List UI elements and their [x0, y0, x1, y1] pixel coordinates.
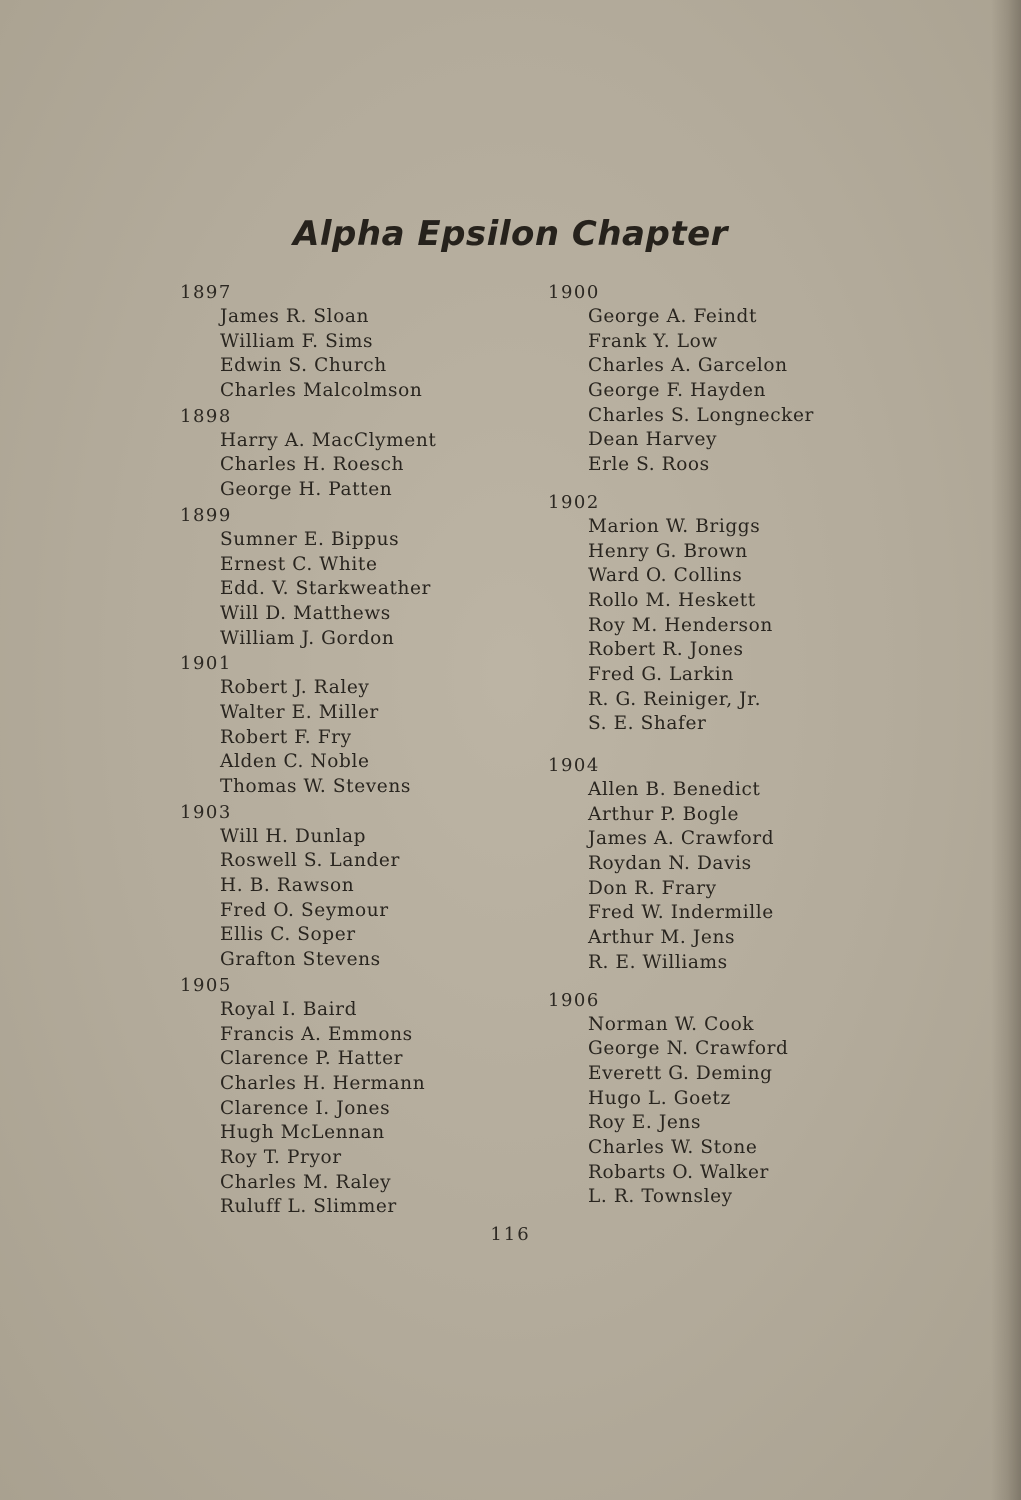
- class-year-group: [180, 651, 500, 799]
- class-year-group: [548, 988, 848, 1211]
- member-name: Ernest C. White: [220, 553, 378, 575]
- member-name: Grafton Stevens: [220, 949, 381, 971]
- class-year-group: [548, 280, 848, 478]
- member-name: Roy M. Henderson: [588, 614, 773, 636]
- member-name: Harry A. MacClyment: [220, 429, 437, 451]
- group-spacer: [548, 478, 848, 490]
- member-name: George A. Feindt: [588, 306, 757, 327]
- member-name: Fred G. Larkin: [588, 663, 734, 685]
- member-name: Robert F. Fry: [220, 726, 352, 748]
- member-name: S. E. Shafer: [588, 713, 707, 735]
- class-year: 1904: [548, 755, 600, 776]
- member-name: Royal I. Baird: [220, 998, 358, 1020]
- member-name: Charles M. Raley: [220, 1171, 392, 1193]
- member-name: R. G. Reiniger, Jr.: [588, 688, 762, 710]
- member-name: Hugo L. Goetz: [588, 1087, 731, 1109]
- member-name: Dean Harvey: [588, 429, 718, 451]
- member-name: George F. Hayden: [588, 380, 767, 402]
- member-name: Charles H. Hermann: [220, 1072, 426, 1094]
- class-year-group: [548, 490, 848, 737]
- member-name: Hugh McLennan: [220, 1122, 385, 1144]
- page-number: 116: [490, 1224, 531, 1245]
- member-name: Walter E. Miller: [220, 701, 379, 723]
- member-name: Edwin S. Church: [220, 355, 387, 377]
- class-year-group: [180, 404, 500, 503]
- member-name: Allen B. Benedict: [588, 779, 761, 800]
- member-name: Roy T. Pryor: [220, 1146, 342, 1168]
- member-name: Will H. Dunlap: [220, 825, 367, 847]
- class-year-group: [180, 503, 500, 651]
- class-year: 1902: [548, 491, 600, 513]
- class-year: 1906: [548, 989, 600, 1011]
- member-name: Robert R. Jones: [588, 639, 744, 661]
- member-name: Rollo M. Heskett: [588, 589, 756, 611]
- member-name: Don R. Frary: [588, 877, 717, 899]
- member-name: H. B. Rawson: [220, 875, 355, 897]
- member-name: Will D. Matthews: [220, 602, 391, 624]
- member-name: William J. Gordon: [220, 627, 395, 649]
- group-spacer: [548, 737, 848, 753]
- left-column: [180, 280, 500, 1220]
- member-name: Ellis C. Soper: [220, 924, 356, 946]
- member-name: Sumner E. Bippus: [220, 528, 400, 550]
- member-name: Erle S. Roos: [588, 454, 710, 476]
- member-name: James R. Sloan: [220, 306, 370, 327]
- member-name: Clarence P. Hatter: [220, 1048, 404, 1070]
- chapter-title: Alpha Epsilon Chapter: [293, 214, 728, 254]
- class-year: 1900: [548, 282, 600, 303]
- class-year-group: [180, 973, 500, 1220]
- class-year: 1905: [180, 974, 232, 996]
- member-name: Henry G. Brown: [588, 540, 748, 562]
- member-name: Ward O. Collins: [588, 565, 743, 587]
- member-name: Norman W. Cook: [588, 1013, 755, 1035]
- member-name: L. R. Townsley: [588, 1186, 733, 1208]
- member-name: Fred O. Seymour: [220, 899, 389, 921]
- class-year-group: [548, 753, 848, 976]
- member-name: Marion W. Briggs: [588, 515, 761, 537]
- class-year: 1901: [180, 653, 232, 675]
- right-column: [548, 280, 848, 1210]
- class-year-group: [180, 280, 500, 404]
- member-name: Ruluff L. Slimmer: [220, 1196, 397, 1218]
- member-name: Roydan N. Davis: [588, 853, 752, 875]
- member-name: Arthur P. Bogle: [588, 803, 740, 825]
- member-name: Charles Malcolmson: [220, 380, 423, 402]
- member-name: Charles S. Longnecker: [588, 404, 814, 426]
- class-year: 1903: [180, 801, 232, 823]
- member-name: Robert J. Raley: [220, 677, 370, 699]
- class-year-group: [180, 800, 500, 973]
- member-name: Roy E. Jens: [588, 1112, 702, 1134]
- member-name: George N. Crawford: [588, 1038, 789, 1060]
- group-spacer: [548, 976, 848, 988]
- class-year: 1897: [180, 282, 232, 303]
- member-name: Edd. V. Starkweather: [220, 578, 431, 600]
- class-year: 1898: [180, 405, 232, 427]
- class-year: 1899: [180, 504, 232, 526]
- member-name: Thomas W. Stevens: [220, 776, 411, 797]
- member-name: Alden C. Noble: [220, 751, 370, 773]
- member-name: Charles W. Stone: [588, 1136, 758, 1158]
- member-name: William F. Sims: [220, 330, 374, 352]
- member-name: Robarts O. Walker: [588, 1161, 769, 1183]
- member-name: Roswell S. Lander: [220, 850, 400, 872]
- member-name: Fred W. Indermille: [588, 902, 774, 924]
- member-name: Charles H. Roesch: [220, 454, 405, 476]
- member-name: James A. Crawford: [588, 828, 775, 850]
- member-name: Arthur M. Jens: [588, 927, 736, 949]
- member-name: Frank Y. Low: [588, 330, 718, 352]
- member-name: Everett G. Deming: [588, 1062, 773, 1084]
- member-name: George H. Patten: [220, 479, 393, 501]
- member-name: R. E. Williams: [588, 951, 728, 973]
- member-name: Clarence I. Jones: [220, 1097, 391, 1119]
- member-name: Charles A. Garcelon: [588, 355, 788, 377]
- member-name: Francis A. Emmons: [220, 1023, 413, 1045]
